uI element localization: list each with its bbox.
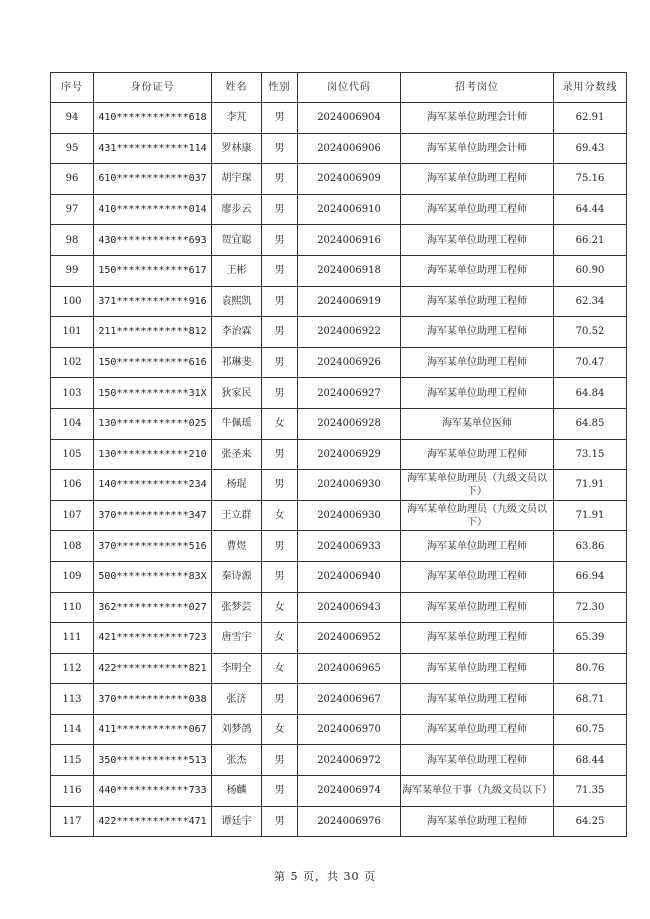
table-row <box>51 531 627 562</box>
cell-score: 64.85 <box>554 408 627 439</box>
table-row <box>51 133 627 164</box>
cell-id: 211************812 <box>94 317 212 348</box>
cell-post: 海军某单位助理工程师 <box>401 225 554 256</box>
cell-post: 海军某单位助理工程师 <box>401 531 554 562</box>
cell-post: 海军某单位助理工程师 <box>401 745 554 776</box>
cell-score: 62.91 <box>554 103 627 134</box>
cell-score: 71.35 <box>554 776 627 807</box>
cell-seq: 109 <box>51 561 94 592</box>
cell-post: 海军某单位助理工程师 <box>401 255 554 286</box>
cell-id: 431************114 <box>94 133 212 164</box>
cell-id: 410************618 <box>94 103 212 134</box>
cell-post-code: 2024006922 <box>298 317 401 348</box>
cell-gender: 女 <box>262 500 298 531</box>
cell-seq: 106 <box>51 470 94 501</box>
cell-name: 秦诗源 <box>212 561 262 592</box>
cell-seq: 101 <box>51 317 94 348</box>
cell-score: 62.34 <box>554 286 627 317</box>
cell-gender: 男 <box>262 745 298 776</box>
cell-name: 唐雪宇 <box>212 623 262 654</box>
cell-post: 海军某单位助理会计师 <box>401 133 554 164</box>
cell-score: 70.47 <box>554 347 627 378</box>
cell-name: 张圣来 <box>212 439 262 470</box>
cell-id: 500************83X <box>94 561 212 592</box>
table-row <box>51 592 627 623</box>
table-row <box>51 164 627 195</box>
cell-seq: 117 <box>51 806 94 837</box>
cell-post: 海军某单位助理工程师 <box>401 347 554 378</box>
cell-id: 130************025 <box>94 408 212 439</box>
table-row <box>51 714 627 745</box>
cell-gender: 男 <box>262 378 298 409</box>
table-row <box>51 103 627 134</box>
col-header-name: 姓名 <box>212 73 262 103</box>
cell-post-code: 2024006929 <box>298 439 401 470</box>
table-row <box>51 317 627 348</box>
cell-seq: 99 <box>51 255 94 286</box>
cell-name: 袁熙凯 <box>212 286 262 317</box>
cell-name: 胡宇琛 <box>212 164 262 195</box>
table-row <box>51 684 627 715</box>
cell-id: 150************616 <box>94 347 212 378</box>
cell-name: 杨琨 <box>212 470 262 501</box>
cell-gender: 男 <box>262 317 298 348</box>
cell-id: 411************067 <box>94 714 212 745</box>
cell-name: 廖步云 <box>212 194 262 225</box>
table-row <box>51 653 627 684</box>
cell-post: 海军某单位助理工程师 <box>401 684 554 715</box>
cell-seq: 97 <box>51 194 94 225</box>
table-header-row <box>51 73 627 103</box>
cell-name: 曹煜 <box>212 531 262 562</box>
cell-score: 64.25 <box>554 806 627 837</box>
cell-gender: 男 <box>262 531 298 562</box>
cell-post-code: 2024006909 <box>298 164 401 195</box>
cell-score: 70.52 <box>554 317 627 348</box>
cell-seq: 100 <box>51 286 94 317</box>
cell-score: 80.76 <box>554 653 627 684</box>
cell-seq: 107 <box>51 500 94 531</box>
cell-seq: 98 <box>51 225 94 256</box>
cell-gender: 男 <box>262 164 298 195</box>
cell-gender: 男 <box>262 103 298 134</box>
cell-post: 海军某单位助理会计师 <box>401 103 554 134</box>
table-row <box>51 776 627 807</box>
cell-post-code: 2024006952 <box>298 623 401 654</box>
cell-post: 海军某单位医师 <box>401 408 554 439</box>
cell-id: 150************617 <box>94 255 212 286</box>
table-row <box>51 500 627 531</box>
cell-seq: 111 <box>51 623 94 654</box>
cell-seq: 113 <box>51 684 94 715</box>
cell-score: 69.43 <box>554 133 627 164</box>
cell-post: 海军某单位助理工程师 <box>401 653 554 684</box>
cell-gender: 男 <box>262 286 298 317</box>
cell-id: 140************234 <box>94 470 212 501</box>
cell-name: 罗林康 <box>212 133 262 164</box>
cell-seq: 103 <box>51 378 94 409</box>
cell-name: 张杰 <box>212 745 262 776</box>
cell-post: 海军某单位助理工程师 <box>401 439 554 470</box>
cell-post: 海军某单位助理工程师 <box>401 592 554 623</box>
cell-gender: 男 <box>262 439 298 470</box>
cell-score: 73.15 <box>554 439 627 470</box>
cell-post-code: 2024006967 <box>298 684 401 715</box>
cell-score: 60.90 <box>554 255 627 286</box>
cell-post-code: 2024006910 <box>298 194 401 225</box>
cell-id: 130************210 <box>94 439 212 470</box>
table-row <box>51 225 627 256</box>
cell-gender: 男 <box>262 255 298 286</box>
table-row <box>51 623 627 654</box>
cell-post: 海军某单位助理工程师 <box>401 286 554 317</box>
cell-id: 430************693 <box>94 225 212 256</box>
cell-seq: 112 <box>51 653 94 684</box>
cell-name: 祁琳斐 <box>212 347 262 378</box>
cell-score: 68.71 <box>554 684 627 715</box>
cell-score: 66.21 <box>554 225 627 256</box>
cell-gender: 男 <box>262 347 298 378</box>
cell-score: 66.94 <box>554 561 627 592</box>
cell-post: 海军某单位助理工程师 <box>401 164 554 195</box>
cell-post-code: 2024006904 <box>298 103 401 134</box>
cell-gender: 男 <box>262 133 298 164</box>
cell-seq: 105 <box>51 439 94 470</box>
cell-seq: 95 <box>51 133 94 164</box>
page-number: 第 5 页，共 30 页 <box>274 870 376 883</box>
cell-post-code: 2024006940 <box>298 561 401 592</box>
col-header-id: 身份证号 <box>94 73 212 103</box>
cell-post-code: 2024006972 <box>298 745 401 776</box>
cell-id: 421************723 <box>94 623 212 654</box>
cell-gender: 男 <box>262 561 298 592</box>
cell-score: 60.75 <box>554 714 627 745</box>
cell-post-code: 2024006927 <box>298 378 401 409</box>
cell-id: 362************027 <box>94 592 212 623</box>
cell-id: 410************014 <box>94 194 212 225</box>
cell-score: 71.91 <box>554 500 627 531</box>
cell-name: 王彬 <box>212 255 262 286</box>
table-row <box>51 439 627 470</box>
cell-id: 371************916 <box>94 286 212 317</box>
table-row <box>51 561 627 592</box>
cell-post: 海军某单位助理工程师 <box>401 378 554 409</box>
cell-score: 64.84 <box>554 378 627 409</box>
cell-post: 海军某单位助理员（九级文员以下） <box>401 500 554 531</box>
cell-id: 610************037 <box>94 164 212 195</box>
cell-id: 150************31X <box>94 378 212 409</box>
cell-post: 海军某单位助理工程师 <box>401 714 554 745</box>
table-row <box>51 255 627 286</box>
col-header-gender: 性别 <box>262 73 298 103</box>
cell-post-code: 2024006943 <box>298 592 401 623</box>
cell-name: 刘梦鸽 <box>212 714 262 745</box>
cell-name: 牛佩瑶 <box>212 408 262 439</box>
table-row <box>51 745 627 776</box>
cell-id: 422************821 <box>94 653 212 684</box>
cell-post-code: 2024006906 <box>298 133 401 164</box>
cell-score: 64.44 <box>554 194 627 225</box>
cell-name: 贺宜聪 <box>212 225 262 256</box>
table-row <box>51 408 627 439</box>
cell-post-code: 2024006965 <box>298 653 401 684</box>
cell-gender: 女 <box>262 408 298 439</box>
cell-post-code: 2024006928 <box>298 408 401 439</box>
cell-gender: 男 <box>262 684 298 715</box>
cell-seq: 115 <box>51 745 94 776</box>
cell-seq: 116 <box>51 776 94 807</box>
cell-id: 370************038 <box>94 684 212 715</box>
cell-seq: 110 <box>51 592 94 623</box>
cell-post-code: 2024006974 <box>298 776 401 807</box>
cell-name: 王立群 <box>212 500 262 531</box>
cell-gender: 男 <box>262 470 298 501</box>
cell-gender: 女 <box>262 714 298 745</box>
col-header-post: 招考岗位 <box>401 73 554 103</box>
col-header-post-code: 岗位代码 <box>298 73 401 103</box>
table-row <box>51 806 627 837</box>
cell-id: 440************733 <box>94 776 212 807</box>
cell-gender: 男 <box>262 776 298 807</box>
cell-post: 海军某单位助理工程师 <box>401 317 554 348</box>
cell-post-code: 2024006926 <box>298 347 401 378</box>
cell-post-code: 2024006930 <box>298 470 401 501</box>
cell-id: 350************513 <box>94 745 212 776</box>
cell-name: 李芃 <box>212 103 262 134</box>
cell-gender: 男 <box>262 806 298 837</box>
cell-score: 72.30 <box>554 592 627 623</box>
cell-seq: 108 <box>51 531 94 562</box>
cell-gender: 男 <box>262 194 298 225</box>
table-row <box>51 378 627 409</box>
cell-score: 71.91 <box>554 470 627 501</box>
cell-seq: 102 <box>51 347 94 378</box>
table-row <box>51 194 627 225</box>
cell-gender: 女 <box>262 623 298 654</box>
cell-seq: 96 <box>51 164 94 195</box>
cell-id: 422************471 <box>94 806 212 837</box>
cell-post-code: 2024006976 <box>298 806 401 837</box>
cell-post: 海军某单位助理工程师 <box>401 806 554 837</box>
cell-post: 海军某单位助理工程师 <box>401 561 554 592</box>
cell-name: 张济 <box>212 684 262 715</box>
cell-seq: 114 <box>51 714 94 745</box>
cell-name: 李明全 <box>212 653 262 684</box>
admission-table <box>50 72 627 837</box>
col-header-score: 录用分数线 <box>554 73 627 103</box>
cell-name: 狄家民 <box>212 378 262 409</box>
cell-score: 63.86 <box>554 531 627 562</box>
cell-post-code: 2024006918 <box>298 255 401 286</box>
cell-seq: 94 <box>51 103 94 134</box>
table-row <box>51 470 627 501</box>
cell-post: 海军某单位干事（九级文员以下） <box>401 776 554 807</box>
cell-name: 张梦芸 <box>212 592 262 623</box>
cell-name: 李治霖 <box>212 317 262 348</box>
cell-name: 杨麟 <box>212 776 262 807</box>
cell-post-code: 2024006933 <box>298 531 401 562</box>
cell-gender: 男 <box>262 225 298 256</box>
cell-post: 海军某单位助理员（九级文员以下） <box>401 470 554 501</box>
cell-gender: 女 <box>262 653 298 684</box>
cell-post: 海军某单位助理工程师 <box>401 623 554 654</box>
table-row <box>51 286 627 317</box>
cell-post: 海军某单位助理工程师 <box>401 194 554 225</box>
cell-post-code: 2024006930 <box>298 500 401 531</box>
cell-gender: 女 <box>262 592 298 623</box>
table-row <box>51 347 627 378</box>
cell-seq: 104 <box>51 408 94 439</box>
col-header-seq: 序号 <box>51 73 94 103</box>
cell-score: 65.39 <box>554 623 627 654</box>
cell-name: 谭廷宇 <box>212 806 262 837</box>
cell-post-code: 2024006916 <box>298 225 401 256</box>
cell-id: 370************516 <box>94 531 212 562</box>
cell-id: 370************347 <box>94 500 212 531</box>
cell-score: 75.16 <box>554 164 627 195</box>
cell-post-code: 2024006970 <box>298 714 401 745</box>
cell-post-code: 2024006919 <box>298 286 401 317</box>
cell-score: 68.44 <box>554 745 627 776</box>
